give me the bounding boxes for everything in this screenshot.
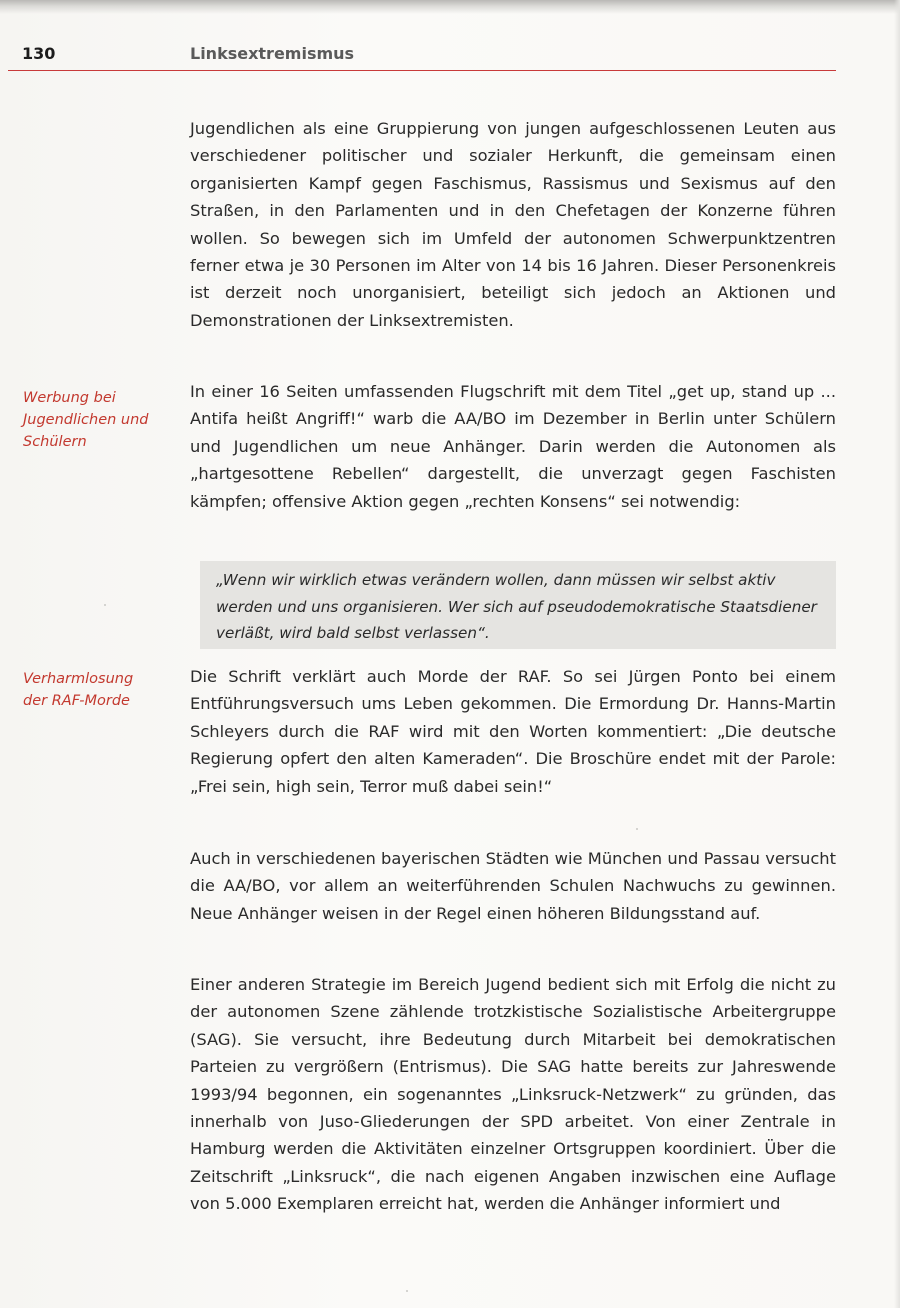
margin-note-line: Schülern [23, 434, 87, 450]
margin-note-werbung [23, 387, 183, 453]
quote-box [200, 561, 836, 649]
scan-speck [636, 828, 638, 830]
scan-top-shadow [0, 0, 900, 14]
margin-note-line: Verharmlosung [23, 671, 134, 687]
paragraph-bayern: Auch in verschiedenen bayerischen Städten wie München und Passau versucht die AA/BO, vor allem an weiterführenden Schulen Nachwuchs zu gewinnen. Neue Anhänger weisen in der Regel einen höheren Bildungsstand auf. [190, 849, 836, 923]
quote-text: „Wenn wir wirklich etwas verändern wollen, dann müssen wir selbst aktiv werden und uns organisieren. Wer sich auf pseudodemokratische Staatsdiener verläßt, wird bald selbst verlassen“. [216, 571, 817, 642]
paragraph-raf-morde: Die Schrift verklärt auch Morde der RAF. So sei Jürgen Ponto bei einem Entführungsversuch ums Leben gekommen. Die Ermordung Dr. Hanns-Martin Schleyers durch die RAF wird mit den Worten kommentiert: „Die deutsche Regierung opfert den alten Kameraden“. Die Broschüre endet mit der Parole: „Frei sein, high sein, Terror muß dabei sein!“ [190, 667, 836, 796]
header-rule [8, 70, 836, 71]
margin-note-verharmlosung [23, 668, 183, 712]
margin-note-line: Werbung bei [23, 390, 116, 406]
scan-speck [406, 1290, 408, 1292]
chapter-title: Linksextremismus [190, 44, 355, 63]
paragraph-jugendliche-gruppierung: Jugendlichen als eine Gruppierung von jungen aufgeschlossenen Leuten aus verschiedener politischer und sozialer Herkunft, die gemeinsam einen organisierten Kampf gegen Faschismus, Rassismus und Sexismus auf den Straßen, in den Parlamenten und in den Chefetagen der Konzerne führen wollen. So bewegen sich im Umfeld der autonomen Schwerpunktzentren ferner etwa je 30 Personen im Alter von 14 bis 16 Jahren. Dieser Personenkreis ist derzeit noch unorganisiert, beteiligt sich jedoch an Aktionen und Demonstrationen der Linksextremisten. [190, 119, 836, 330]
paragraph-sag-strategie: Einer anderen Strategie im Bereich Jugend bedient sich mit Erfolg die nicht zu der autonomen Szene zählende trotzkistische Sozialistische Arbeitergruppe (SAG). Sie versucht, ihre Bedeutung durch Mitarbeit bei demokratischen Parteien zu vergrößern (Entrismus). Die SAG hatte bereits zur Jahreswende 1993/94 begonnen, ein sogenanntes „Linksruck-Netzwerk“ zu gründen, das innerhalb von Juso-Gliederungen der SPD arbeitet. Von einer Zentrale in Hamburg werden die Aktivitäten einzelner Ortsgruppen koordiniert. Über die Zeitschrift „Linksruck“, die nach eigenen Angaben inzwischen eine Auflage von 5.000 Exemplaren erreicht hat, werden die Anhänger informiert und [190, 975, 836, 1214]
margin-note-line: der RAF-Morde [23, 693, 130, 709]
scan-speck [104, 604, 106, 606]
page-number: 130 [22, 44, 56, 63]
margin-note-line: Jugendlichen und [23, 412, 149, 428]
running-header [0, 36, 836, 70]
paragraph-flugschrift: In einer 16 Seiten umfassenden Flugschrift mit dem Titel „get up, stand up ... Antifa heißt Angriff!“ warb die AA/BO im Dezember in Berlin unter Schülern und Jugendlichen um neue Anhänger. Darin werden die Autonomen als „hartgesottene Rebellen“ dargestellt, die unverzagt gegen Faschisten kämpfen; offensive Aktion gegen „rechten Konsens“ sei notwendig: [190, 382, 836, 511]
scan-right-edge [894, 0, 900, 1308]
